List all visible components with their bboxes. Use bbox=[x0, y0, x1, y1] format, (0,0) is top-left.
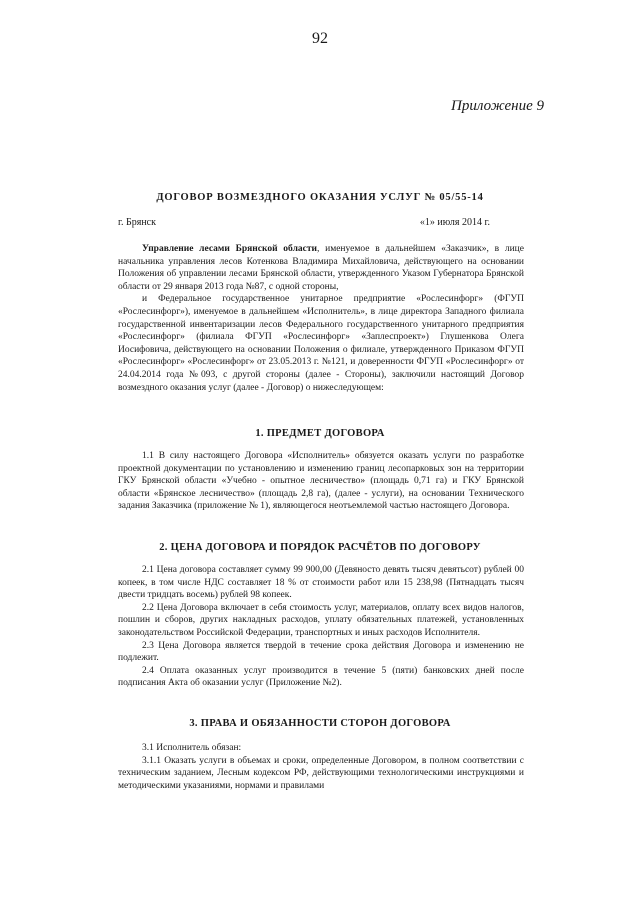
section-3-paragraph: 3.1 Исполнитель обязан: bbox=[142, 743, 242, 753]
section-2-body bbox=[118, 564, 524, 690]
section-1-title: 1. ПРЕДМЕТ ДОГОВОРА bbox=[255, 428, 385, 439]
section-3-paragraph: 3.1.1 Оказать услуги в объемах и сроки, определенные Договором, в полном соответствии с техническим заданием, Лесным кодексом РФ, действующими технологическими инструкциями и методическими указаниями, нормами и правилами bbox=[118, 755, 524, 791]
section-3-title: 3. ПРАВА И ОБЯЗАННОСТИ СТОРОН ДОГОВОРА bbox=[189, 718, 451, 729]
appendix-label: Приложение 9 bbox=[451, 98, 544, 114]
section-2-paragraph: 2.2 Цена Договора включает в себя стоимость услуг, материалов, оплату всех видов налогов, пошлин и сборов, других накладных расходов, уплату обязательных платежей, установленных законодательством Российской Федерации, транспортных и иных расходов Исполнителя. bbox=[118, 602, 524, 638]
section-2-paragraph: 2.3 Цена Договора является твердой в течение срока действия Договора и изменению не подлежит. bbox=[118, 640, 524, 664]
section-3-body bbox=[118, 742, 524, 792]
contract-title: ДОГОВОР ВОЗМЕЗДНОГО ОКАЗАНИЯ УСЛУГ № 05/55-14 bbox=[156, 192, 484, 203]
section-1-body bbox=[118, 450, 524, 513]
contract-city: г. Брянск bbox=[118, 217, 156, 228]
page-number: 92 bbox=[312, 30, 328, 47]
preamble-paragraph-2: и Федеральное государственное унитарное предприятие «Рослесинфорг» (ФГУП «Рослесинфорг»), именуемое в дальнейшем «Исполнитель», в лице директора Западного филиала государственной инвентаризации лесов Федерального государственного унитарного предприятия «Рослесинфорг» (филиала ФГУП «Рослесинфорг» «Заплеспроект») Глушенкова Олега Иосифовича, действующего на основании Положения о филиале, утвержденного Приказом ФГУП «Рослесинфорг» «Рослесинфорг» от 23.05.2013 г. №121, и доверенности ФГУП «Рослесинфорг» от 24.04.2014 года №093, с другой стороны (далее - Стороны), заключили настоящий Договор возмездного оказания услуг (далее - Договор) о нижеследующем: bbox=[118, 294, 524, 393]
preamble bbox=[118, 243, 524, 394]
section-1-paragraph: 1.1 В силу настоящего Договора «Исполнитель» обязуется оказать услуги по разработке проектной документации по установлению и изменению границ лесопарковых зон на территории ГКУ Брянской области «Учебно - опытное лесничество» (площадь 0,71 га) и ГКУ Брянской области «Брянское лесничество» (площадь 2,8 га), (далее - услуги), на основании Технического задания Заказчика (приложение № 1), являющегося неотъемлемой частью настоящего Договора. bbox=[118, 451, 524, 512]
section-2-paragraph: 2.4 Оплата оказанных услуг производится в течение 5 (пяти) банковских дней после подписания Акта об оказании услуг (Приложение №2). bbox=[118, 665, 524, 689]
customer-name: Управление лесами Брянской области bbox=[142, 244, 317, 254]
preamble-paragraph-1-text: , именуемое в дальнейшем «Заказчик», в лице начальника управления лесов Котенкова Владимира Михайловича, действующего на основании Положения об управлении лесами Брянской области, утвержденного Указом Губернатора Брянской области от 29 января 2013 года №87, с одной стороны, bbox=[118, 244, 524, 292]
section-2-title: 2. ЦЕНА ДОГОВОРА И ПОРЯДОК РАСЧЁТОВ ПО ДОГОВОРУ bbox=[159, 542, 481, 553]
preamble-paragraph-1 bbox=[118, 243, 524, 293]
section-2-paragraph: 2.1 Цена договора составляет сумму 99 900,00 (Девяносто девять тысяч девятьсот) рублей 00 копеек, в том числе НДС составляет 18 % от стоимости работ или 15 238,98 (Пятнадцать тысяч двести тридцать восемь) рублей 98 копеек. bbox=[118, 565, 524, 601]
contract-date: «1» июля 2014 г. bbox=[419, 217, 490, 228]
